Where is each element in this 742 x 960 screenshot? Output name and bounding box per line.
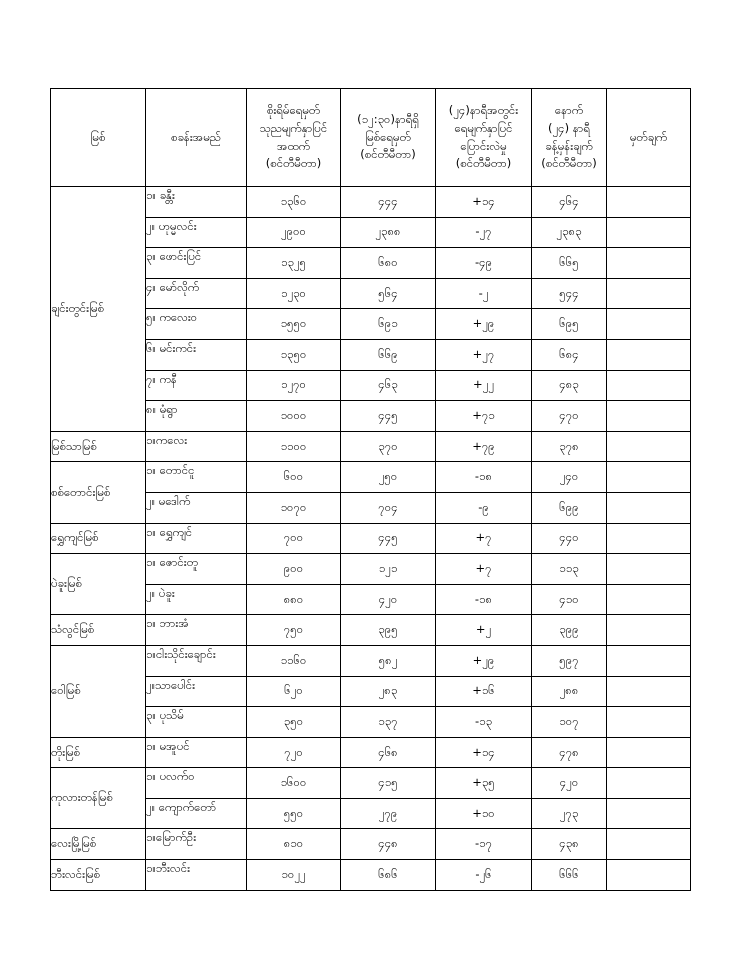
change-cell: -၂ [436,278,532,309]
table-row [51,187,691,218]
forecast-cell: ၃၉၉ [532,615,607,646]
change-cell: -၁၈ [436,584,532,615]
danger-level-cell: ၈၈၀ [247,584,341,615]
current-level-cell: ၄၆၈ [341,737,436,768]
remarks-cell [607,339,691,370]
change-cell: -၁၇ [436,829,532,860]
change-cell: -၄၉ [436,248,532,279]
river-name-cell: ချင်းတွင်းမြစ် [51,187,146,432]
river-name-cell: လေးမြို့မြစ် [51,829,146,860]
forecast-cell: ၄၆၄ [532,187,607,218]
danger-level-cell: ၁၁၆၀ [247,645,341,676]
header-remarks: မှတ်ချက် [607,89,691,187]
remarks-cell [607,462,691,493]
river-name-cell: ဘီးလင်းမြစ် [51,860,146,891]
header-danger-line: အထက် [277,138,310,153]
header-forecast-line: ခန့်မှန်းချက် [545,138,593,153]
change-cell: +၇၉ [436,431,532,462]
change-cell: +၁၆ [436,676,532,707]
table-row [51,584,691,615]
remarks-cell [607,829,691,860]
current-level-cell: ၆၉၁ [341,309,436,340]
table-row [51,860,691,891]
danger-level-cell: ၁၃၅၀ [247,339,341,370]
header-station: စခန်းအမည် [146,89,247,187]
current-level-cell: ၄၆၃ [341,370,436,401]
table-row [51,309,691,340]
danger-level-cell: ၅၅၀ [247,798,341,829]
forecast-cell: ၄၁၀ [532,584,607,615]
station-cell: ၂။ ကျောက်တော် [146,798,247,829]
danger-level-cell: ၁၅၅၀ [247,309,341,340]
remarks-cell [607,860,691,891]
station-cell: ၁။ ဘားအံ [146,615,247,646]
danger-level-cell: ၁၃၆၀ [247,187,341,218]
current-level-cell: ၅၈၂ [341,645,436,676]
forecast-cell: ၂၄၀ [532,462,607,493]
header-change [436,89,532,187]
remarks-cell [607,615,691,646]
forecast-cell: ၂၇၃ [532,798,607,829]
table-row [51,523,691,554]
header-change-line: (၂၄)နာရီအတွင်း [448,102,519,117]
current-level-cell: ၇၀၄ [341,492,436,523]
table-row [51,278,691,309]
change-cell: +၂၇ [436,339,532,370]
change-cell: +၇ [436,554,532,585]
danger-level-cell: ၆၂၀ [247,676,341,707]
remarks-cell [607,248,691,279]
river-name-cell: မြစ်သာမြစ် [51,431,146,462]
table-row [51,554,691,585]
danger-level-cell: ၁၁၀၀ [247,431,341,462]
current-level-cell: ၄၄၄ [341,187,436,218]
table-row [51,217,691,248]
danger-level-cell: ၇၅၀ [247,615,341,646]
river-name-cell: သံလွင်မြစ် [51,615,146,646]
danger-level-cell: ၇၀၀ [247,523,341,554]
river-name-cell: ကုလားတန်မြစ် [51,768,146,829]
table-row [51,707,691,738]
danger-level-cell: ၁၂၇၀ [247,370,341,401]
river-name-cell: တိုးမြစ် [51,737,146,768]
station-cell: ၁။ မအူပင် [146,737,247,768]
table-row [51,676,691,707]
danger-level-cell: ၁၃၂၅ [247,248,341,279]
change-cell: +၁၄ [436,187,532,218]
station-cell: ၃။ ပုသိမ် [146,707,247,738]
current-level-cell: ၄၂၀ [341,584,436,615]
river-name-cell: စစ်တောင်းမြစ် [51,462,146,523]
station-cell: ၅။ ကလေးဝ [146,309,247,340]
station-cell: ၃။ ဖောင်းပြင် [146,248,247,279]
station-cell: ၁။ ရွှေကျင် [146,523,247,554]
remarks-cell [607,278,691,309]
station-cell: ၁။မြောက်ဦး [146,829,247,860]
station-cell: ၁။ ဇောင်းတူ [146,554,247,585]
remarks-cell [607,523,691,554]
header-row [51,89,691,187]
table-row [51,462,691,493]
current-level-cell: ၆၆၉ [341,339,436,370]
danger-level-cell: ၁၀၂၂ [247,860,341,891]
danger-level-cell: ၁၀၇၀ [247,492,341,523]
remarks-cell [607,584,691,615]
change-cell: +၂၉ [436,309,532,340]
current-level-cell: ၄၄၅ [341,523,436,554]
change-cell: -၉ [436,492,532,523]
header-danger-line: (စင်တီမီတာ) [265,156,322,171]
current-level-cell: ၄၄၅ [341,401,436,432]
remarks-cell [607,645,691,676]
forecast-cell: ၅၉၇ [532,645,607,676]
table-row [51,248,691,279]
remarks-cell [607,768,691,799]
forecast-cell: ၆၉၅ [532,309,607,340]
header-change-line: ရေမျက်နှာပြင် [454,120,513,135]
station-cell: ၁။ကလေး [146,431,247,462]
header-forecast [532,89,607,187]
current-level-cell: ၁၃၇ [341,707,436,738]
change-cell: +၇ [436,523,532,554]
current-level-cell: ၂၅၀ [341,462,436,493]
remarks-cell [607,492,691,523]
station-cell: ၁။ငါးသိုင်းချောင်း [146,645,247,676]
current-level-cell: ၂၈၃ [341,676,436,707]
change-cell: +၂ [436,615,532,646]
header-river: မြစ် [51,89,146,187]
header-change-line: (စင်တီမီတာ) [455,156,512,171]
remarks-cell [607,187,691,218]
table-row [51,615,691,646]
danger-level-cell: ၇၂၀ [247,737,341,768]
danger-level-cell: ၉၀၀ [247,554,341,585]
river-name-cell: ရွှေကျင်မြစ် [51,523,146,554]
current-level-cell: ၃၉၅ [341,615,436,646]
danger-level-cell: ၂၉၀၀ [247,217,341,248]
table-row [51,370,691,401]
current-level-cell: ၄၄၈ [341,829,436,860]
current-level-cell: ၄၁၅ [341,768,436,799]
current-level-cell: ၁၂၁ [341,554,436,585]
change-cell: +၂၉ [436,645,532,676]
danger-level-cell: ၈၁၀ [247,829,341,860]
station-cell: ၂။ ဟုမ္မလင်း [146,217,247,248]
danger-level-cell: ၆၀၀ [247,462,341,493]
station-cell: ၂။ မဒေါက် [146,492,247,523]
danger-level-cell: ၁၆၀၀ [247,768,341,799]
forecast-cell: ၄၈၃ [532,370,607,401]
station-cell: ၁။ တောင်ငူ [146,462,247,493]
table-row [51,737,691,768]
station-cell: ၇။ ကနီ [146,370,247,401]
header-danger-line: သုညမျက်နှာပြင် [259,120,328,135]
header-current-level [341,89,436,187]
change-cell: +၂၂ [436,370,532,401]
station-cell: ၆။ မင်းကင်း [146,339,247,370]
table-row [51,829,691,860]
danger-level-cell: ၁၀၀၀ [247,401,341,432]
header-danger-line: စိုးရိမ်ရေမှတ် [266,102,321,117]
river-name-cell: ဝေါမြစ် [51,645,146,737]
forecast-cell: ၄၇၀ [532,401,607,432]
change-cell: +၃၅ [436,768,532,799]
forecast-cell: ၂၃၈၃ [532,217,607,248]
forecast-cell: ၂၈၈ [532,676,607,707]
remarks-cell [607,676,691,707]
remarks-cell [607,737,691,768]
remarks-cell [607,431,691,462]
forecast-cell: ၄၇၈ [532,737,607,768]
remarks-cell [607,401,691,432]
header-forecast-line: (စင်တီမီတာ) [541,156,597,171]
forecast-cell: ၆၉၉ [532,492,607,523]
remarks-cell [607,217,691,248]
remarks-cell [607,554,691,585]
station-cell: ၂။ ပဲခူး [146,584,247,615]
table-row [51,401,691,432]
forecast-cell: ၄၃၈ [532,829,607,860]
table-body [51,187,691,891]
header-danger-level [247,89,341,187]
header-forecast-line: (၂၄) နာရီ [547,120,591,135]
remarks-cell [607,707,691,738]
forecast-cell: ၆၆၆ [532,860,607,891]
header-forecast-line: နောက် [554,102,584,117]
change-cell: +၁၄ [436,737,532,768]
forecast-cell: ၃၇၈ [532,431,607,462]
remarks-cell [607,370,691,401]
forecast-cell: ၅၄၄ [532,278,607,309]
station-cell: ၈။ မုံရွာ [146,401,247,432]
forecast-cell: ၁၀၇ [532,707,607,738]
header-change-line: ပြောင်းလဲမှု [460,138,507,153]
current-level-cell: ၆၈၀ [341,248,436,279]
table-row [51,431,691,462]
current-level-cell: ၂၃၈၈ [341,217,436,248]
change-cell: +၁၀ [436,798,532,829]
river-name-cell: ပဲခူးမြစ် [51,554,146,615]
forecast-cell: ၄၄၀ [532,523,607,554]
forecast-cell: ၆၆၅ [532,248,607,279]
danger-level-cell: ၁၂၃၀ [247,278,341,309]
header-current-line: (စင်တီမီတာ) [360,147,416,162]
change-cell: +၇၁ [436,401,532,432]
remarks-cell [607,798,691,829]
station-cell: ၂။သာပေါင်း [146,676,247,707]
change-cell: -၂၆ [436,860,532,891]
table-row [51,798,691,829]
current-level-cell: ၆၈၆ [341,860,436,891]
table-row [51,339,691,370]
table-row [51,492,691,523]
current-level-cell: ၅၆၄ [341,278,436,309]
forecast-cell: ၁၁၃ [532,554,607,585]
remarks-cell [607,309,691,340]
station-cell: ၁။ ခန္တီး [146,187,247,218]
station-cell: ၁။ ပလက်ဝ [146,768,247,799]
header-current-line: (၁၂:၃၀)နာရီရှိ [357,111,419,126]
current-level-cell: ၃၇၀ [341,431,436,462]
change-cell: -၁၈ [436,462,532,493]
change-cell: -၂၇ [436,217,532,248]
table-row [51,645,691,676]
forecast-cell: ၄၂၀ [532,768,607,799]
station-cell: ၁။ဘီးလင်း [146,860,247,891]
station-cell: ၄။ မော်လိုက် [146,278,247,309]
table-row [51,768,691,799]
forecast-cell: ၆၈၄ [532,339,607,370]
change-cell: -၁၃ [436,707,532,738]
water-level-table [50,88,691,891]
header-current-line: မြစ်ရေမှတ် [365,129,411,144]
danger-level-cell: ၃၅၀ [247,707,341,738]
current-level-cell: ၂၇၉ [341,798,436,829]
